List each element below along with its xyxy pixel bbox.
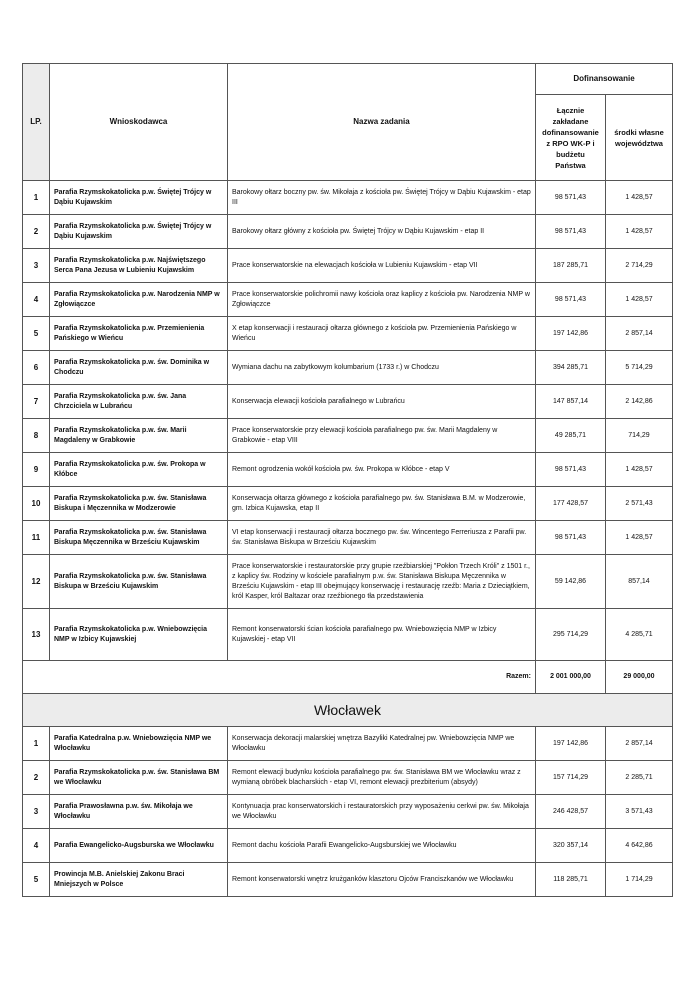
applicant-cell: Parafia Rzymskokatolicka p.w. św. Jana Chrzciciela w Lubrańcu xyxy=(50,385,228,419)
applicant-cell: Parafia Rzymskokatolicka p.w. św. Stanisława Biskupa i Męczennika w Modzerowie xyxy=(50,487,228,521)
table-row xyxy=(23,419,673,453)
own-funds-cell: 1 428,57 xyxy=(606,521,673,555)
table-row xyxy=(23,761,673,795)
table-row xyxy=(23,863,673,897)
own-funds-cell: 4 642,86 xyxy=(606,829,673,863)
own-funds-cell: 857,14 xyxy=(606,555,673,609)
task-cell: Remont ogrodzenia wokół kościoła pw. św. Prokopa w Kłóbce - etap V xyxy=(228,453,536,487)
rpo-amount-cell: 98 571,43 xyxy=(536,453,606,487)
own-funds-cell: 1 428,57 xyxy=(606,453,673,487)
rpo-amount-cell: 98 571,43 xyxy=(536,283,606,317)
table-row xyxy=(23,609,673,661)
rpo-amount-cell: 157 714,29 xyxy=(536,761,606,795)
row-number: 3 xyxy=(23,795,50,829)
row-number: 2 xyxy=(23,215,50,249)
total-rpo: 2 001 000,00 xyxy=(536,661,606,694)
task-cell: Konserwacja elewacji kościoła parafialnego w Lubrańcu xyxy=(228,385,536,419)
rpo-amount-cell: 246 428,57 xyxy=(536,795,606,829)
total-own: 29 000,00 xyxy=(606,661,673,694)
task-cell: Konserwacja ołtarza głównego z kościoła parafialnego pw. św. Stanisława B.M. w Modzerowie, gm. Izbica Kujawska, etap II xyxy=(228,487,536,521)
row-number: 6 xyxy=(23,351,50,385)
own-funds-cell: 1 428,57 xyxy=(606,215,673,249)
applicant-cell: Parafia Rzymskokatolicka p.w. Przemienienia Pańskiego w Wieńcu xyxy=(50,317,228,351)
task-cell: Barokowy ołtarz główny z kościoła pw. Świętej Trójcy w Dąbiu Kujawskim - etap II xyxy=(228,215,536,249)
applicant-cell: Parafia Prawosławna p.w. św. Mikołaja we Włocławku xyxy=(50,795,228,829)
funding-header: Dofinansowanie xyxy=(536,64,673,95)
rpo-amount-cell: 98 571,43 xyxy=(536,215,606,249)
table-row xyxy=(23,385,673,419)
own-funds-cell: 2 857,14 xyxy=(606,727,673,761)
total-row xyxy=(23,661,673,694)
row-number: 13 xyxy=(23,609,50,661)
total-label: Razem: xyxy=(23,661,536,694)
task-cell: Remont konserwatorski ścian kościoła parafialnego pw. Wniebowzięcia NMP w Izbicy Kujawskiej - etap VII xyxy=(228,609,536,661)
row-number: 3 xyxy=(23,249,50,283)
task-cell: Barokowy ołtarz boczny pw. św. Mikołaja z kościoła pw. Świętej Trójcy w Dąbiu Kujawskim - etap III xyxy=(228,181,536,215)
rpo-amount-cell: 295 714,29 xyxy=(536,609,606,661)
rpo-amount-cell: 147 857,14 xyxy=(536,385,606,419)
task-cell: Prace konserwatorskie polichromii nawy kościoła oraz kaplicy z kościoła pw. Narodzenia NMP w Zgłowiączce xyxy=(228,283,536,317)
row-number: 2 xyxy=(23,761,50,795)
row-number: 9 xyxy=(23,453,50,487)
task-cell: VI etap konserwacji i restauracji ołtarza bocznego pw. św. Wincentego Ferreriusza z Parafii pw. św. Stanisława Biskupa w Brześciu Kujawskim xyxy=(228,521,536,555)
table-row xyxy=(23,795,673,829)
rpo-amount-cell: 98 571,43 xyxy=(536,521,606,555)
applicant-cell: Parafia Rzymskokatolicka p.w. Świętej Trójcy w Dąbiu Kujawskim xyxy=(50,215,228,249)
own-funds-cell: 2 142,86 xyxy=(606,385,673,419)
applicant-cell: Parafia Rzymskokatolicka p.w. Wniebowzięcia NMP w Izbicy Kujawskiej xyxy=(50,609,228,661)
own-funds-cell: 1 714,29 xyxy=(606,863,673,897)
group1-body xyxy=(23,181,673,661)
applicant-cell: Parafia Rzymskokatolicka p.w. Narodzenia NMP w Zgłowiączce xyxy=(50,283,228,317)
funding-table xyxy=(22,63,673,897)
task-cell: Wymiana dachu na zabytkowym kolumbarium (1733 r.) w Chodczu xyxy=(228,351,536,385)
rpo-amount-cell: 394 285,71 xyxy=(536,351,606,385)
task-cell: Remont elewacji budynku kościoła parafialnego pw. św. Stanisława BM we Włocławku wraz z wymianą obróbek blacharskich - etap VI, remont elewacji prezbiterium (absydy) xyxy=(228,761,536,795)
rpo-amount-cell: 118 285,71 xyxy=(536,863,606,897)
section-header-row xyxy=(23,694,673,727)
task-cell: Prace konserwatorskie na elewacjach kościoła w Lubieniu Kujawskim - etap VII xyxy=(228,249,536,283)
own-funds-cell: 714,29 xyxy=(606,419,673,453)
row-number: 5 xyxy=(23,863,50,897)
row-number: 1 xyxy=(23,727,50,761)
applicant-header: Wnioskodawca xyxy=(50,64,228,181)
rpo-amount-cell: 197 142,86 xyxy=(536,317,606,351)
group2-body xyxy=(23,727,673,897)
applicant-cell: Parafia Rzymskokatolicka p.w. Świętej Trójcy w Dąbiu Kujawskim xyxy=(50,181,228,215)
applicant-cell: Parafia Rzymskokatolicka p.w. św. Stanisława BM we Włocławku xyxy=(50,761,228,795)
rpo-amount-cell: 177 428,57 xyxy=(536,487,606,521)
table-row xyxy=(23,283,673,317)
table-row xyxy=(23,351,673,385)
section-title: Włocławek xyxy=(23,694,673,727)
own-funds-cell: 2 571,43 xyxy=(606,487,673,521)
table-row xyxy=(23,555,673,609)
row-number: 11 xyxy=(23,521,50,555)
own-funds-cell: 2 285,71 xyxy=(606,761,673,795)
applicant-cell: Parafia Katedralna p.w. Wniebowzięcia NMP we Włocławku xyxy=(50,727,228,761)
row-number: 4 xyxy=(23,829,50,863)
task-cell: Remont konserwatorski wnętrz krużganków klasztoru Ojców Franciszkanów we Włocławku xyxy=(228,863,536,897)
lp-header: LP. xyxy=(23,64,50,181)
row-number: 12 xyxy=(23,555,50,609)
rpo-header: Łącznie zakładane dofinansowanie z RPO WK-P i budżetu Państwa xyxy=(536,95,606,181)
applicant-cell: Parafia Rzymskokatolicka p.w. św. Dominika w Chodczu xyxy=(50,351,228,385)
row-number: 7 xyxy=(23,385,50,419)
applicant-cell: Parafia Rzymskokatolicka p.w. św. Stanisława Biskupa w Brześciu Kujawskim xyxy=(50,555,228,609)
task-cell: Kontynuacja prac konserwatorskich i restauratorskich przy wyposażeniu cerkwi pw. św. Mikołaja we Włocławku xyxy=(228,795,536,829)
task-header: Nazwa zadania xyxy=(228,64,536,181)
applicant-cell: Parafia Rzymskokatolicka p.w. św. Marii Magdaleny w Grabkowie xyxy=(50,419,228,453)
row-number: 5 xyxy=(23,317,50,351)
rpo-amount-cell: 49 285,71 xyxy=(536,419,606,453)
own-funds-cell: 1 428,57 xyxy=(606,283,673,317)
table-row xyxy=(23,727,673,761)
own-funds-header: środki własne województwa xyxy=(606,95,673,181)
rpo-amount-cell: 187 285,71 xyxy=(536,249,606,283)
rpo-amount-cell: 59 142,86 xyxy=(536,555,606,609)
row-number: 8 xyxy=(23,419,50,453)
rpo-amount-cell: 320 357,14 xyxy=(536,829,606,863)
own-funds-cell: 2 857,14 xyxy=(606,317,673,351)
row-number: 1 xyxy=(23,181,50,215)
applicant-cell: Parafia Rzymskokatolicka p.w. św. Prokopa w Kłóbce xyxy=(50,453,228,487)
own-funds-cell: 1 428,57 xyxy=(606,181,673,215)
applicant-cell: Parafia Rzymskokatolicka p.w. św. Stanisława Biskupa Męczennika w Brześciu Kujawskim xyxy=(50,521,228,555)
applicant-cell: Prowincja M.B. Anielskiej Zakonu Braci Mniejszych w Polsce xyxy=(50,863,228,897)
table-row xyxy=(23,215,673,249)
own-funds-cell: 4 285,71 xyxy=(606,609,673,661)
rpo-amount-cell: 98 571,43 xyxy=(536,181,606,215)
applicant-cell: Parafia Rzymskokatolicka p.w. Najświętszego Serca Pana Jezusa w Lubieniu Kujawskim xyxy=(50,249,228,283)
own-funds-cell: 2 714,29 xyxy=(606,249,673,283)
task-cell: Konserwacja dekoracji malarskiej wnętrza Bazyliki Katedralnej pw. Wniebowzięcia NMP we Włocławku xyxy=(228,727,536,761)
task-cell: Prace konserwatorskie i restauratorskie przy grupie rzeźbiarskiej "Pokłon Trzech Króli" z 1501 r., z kaplicy św. Rodziny w kościele parafialnym p.w. św. Stanisława Biskupa Męczennika w Brześciu Kujawskim - etap III obejmujący konserwację i restaurację rzeźb: Maria z Dzieciątkiem, król Kasper, król Baltazar oraz rzeźbionego tła przedstawienia xyxy=(228,555,536,609)
task-cell: Prace konserwatorskie przy elewacji kościoła parafialnego pw. św. Marii Magdaleny w Grabkowie - etap VIII xyxy=(228,419,536,453)
table-row xyxy=(23,521,673,555)
own-funds-cell: 5 714,29 xyxy=(606,351,673,385)
own-funds-cell: 3 571,43 xyxy=(606,795,673,829)
task-cell: Remont dachu kościoła Parafii Ewangelicko-Augsburskiej we Włocławku xyxy=(228,829,536,863)
table-row xyxy=(23,249,673,283)
task-cell: X etap konserwacji i restauracji ołtarza głównego z kościoła pw. Przemienienia Pańskiego w Wieńcu xyxy=(228,317,536,351)
row-number: 4 xyxy=(23,283,50,317)
table-row xyxy=(23,181,673,215)
table-row xyxy=(23,453,673,487)
table-row xyxy=(23,317,673,351)
applicant-cell: Parafia Ewangelicko-Augsburska we Włocławku xyxy=(50,829,228,863)
group1-total xyxy=(23,661,673,727)
table-row xyxy=(23,487,673,521)
table-row xyxy=(23,829,673,863)
row-number: 10 xyxy=(23,487,50,521)
rpo-amount-cell: 197 142,86 xyxy=(536,727,606,761)
